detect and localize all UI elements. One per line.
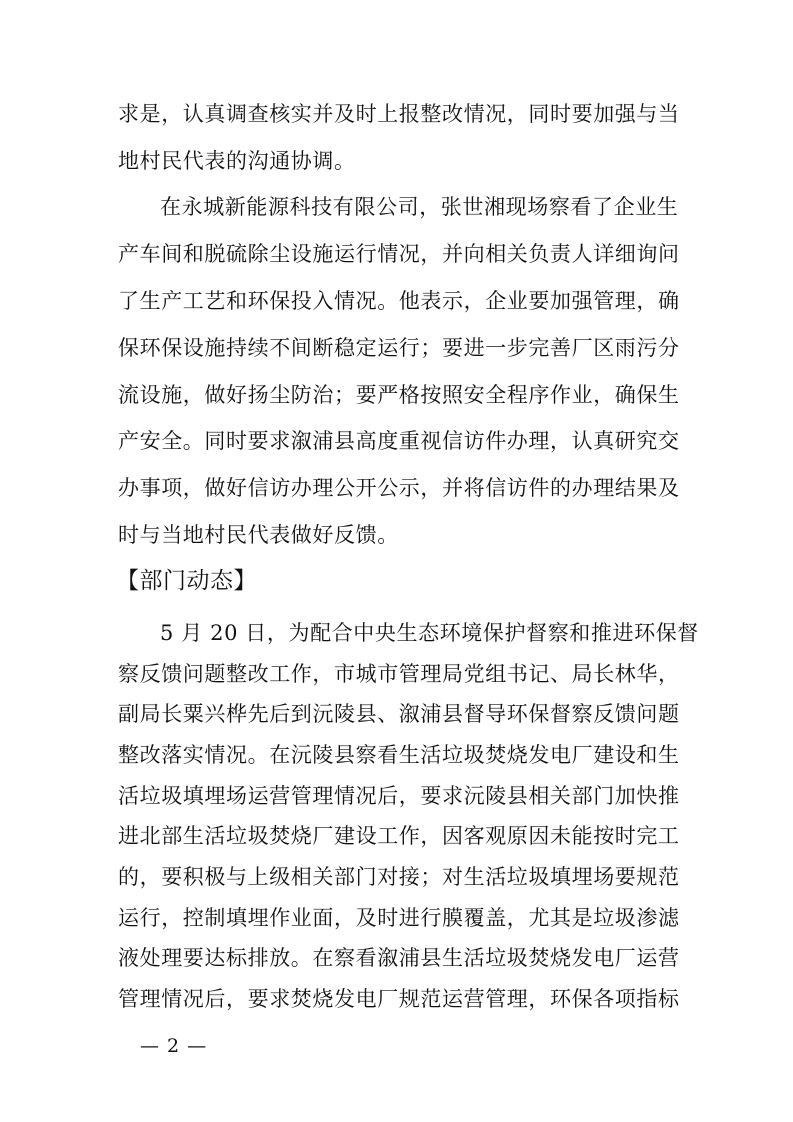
paragraph-2-line: 了生产工艺和环保投入情况。他表示，企业要加强管理，确 xyxy=(118,289,680,313)
section-heading: 【部门动态】 xyxy=(116,568,257,594)
paragraph-3-line: 整改落实情况。在沅陵县察看生活垃圾焚烧发电厂建设和生 xyxy=(118,743,680,767)
paragraph-2-line: 办事项，做好信访办理公开公示，并将信访件的办理结果及 xyxy=(118,476,680,500)
paragraph-1-line: 地村民代表的沟通协调。 xyxy=(118,149,356,173)
paragraph-1-line: 求是，认真调查核实并及时上报整改情况，同时要加强与当 xyxy=(118,102,680,126)
paragraph-3-line: 液处理要达标排放。在察看溆浦县生活垃圾焚烧发电厂运营 xyxy=(118,946,680,970)
paragraph-2-line: 产安全。同时要求溆浦县高度重视信访件办理，认真研究交 xyxy=(118,429,680,453)
paragraph-2-line: 保环保设施持续不间断稳定运行；要进一步完善厂区雨污分 xyxy=(118,336,680,360)
paragraph-3-line: 进北部生活垃圾焚烧厂建设工作，因客观原因未能按时完工 xyxy=(118,824,680,848)
paragraph-2-line: 产车间和脱硫除尘设施运行情况，并向相关负责人详细询问 xyxy=(118,242,680,266)
paragraph-3-line: 5 月 20 日，为配合中央生态环境保护督察和推进环保督 xyxy=(160,621,699,645)
paragraph-3-line: 的，要积极与上级相关部门对接；对生活垃圾填埋场要规范 xyxy=(118,865,680,889)
paragraph-2-line: 在永城新能源科技有限公司，张世湘现场察看了企业生 xyxy=(160,195,679,219)
page-number: — 2 — xyxy=(140,1035,208,1057)
paragraph-2-line: 流设施，做好扬尘防治；要严格按照安全程序作业，确保生 xyxy=(118,383,680,407)
paragraph-3-line: 运行，控制填埋作业面，及时进行膜覆盖，尤其是垃圾渗滤 xyxy=(118,906,680,930)
paragraph-3-line: 活垃圾填埋场运营管理情况后，要求沅陵县相关部门加快推 xyxy=(118,784,680,808)
paragraph-3-line: 管理情况后，要求焚烧发电厂规范运营管理，环保各项指标 xyxy=(118,987,680,1011)
paragraph-3-line: 副局长粟兴桦先后到沅陵县、溆浦县督导环保督察反馈问题 xyxy=(118,702,680,726)
paragraph-3-line: 察反馈问题整改工作，市城市管理局党组书记、局长林华， xyxy=(118,662,680,686)
paragraph-2-line: 时与当地村民代表做好反馈。 xyxy=(118,523,399,547)
